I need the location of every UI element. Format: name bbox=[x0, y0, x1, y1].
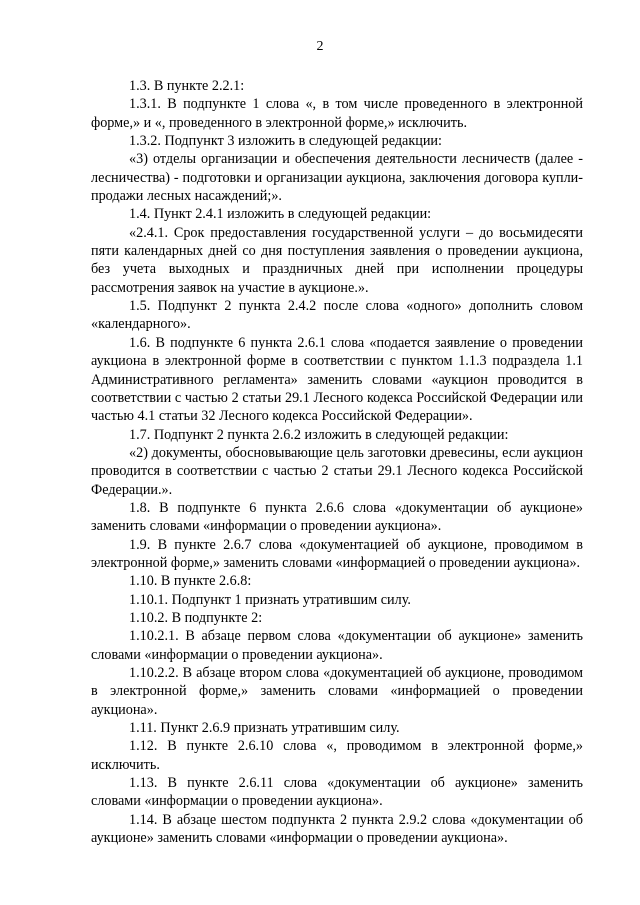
paragraph: 1.3.2. Подпункт 3 изложить в следующей редакции: bbox=[129, 133, 442, 150]
paragraph: 1.10.2. В подпункте 2: bbox=[129, 609, 263, 626]
paragraph: 1.4. Пункт 2.4.1 изложить в следующей редакции: bbox=[129, 206, 432, 223]
paragraph: 1.6. В подпункте 6 пункта 2.6.1 слова «подается заявление о проведении аукциона в электронной форме в соответствии с пунктом 1.1.3 подраздела 1.1 Административного регламента» заменить словами «аукцион проводится в соответствии с частью 2 статьи 29.1 Лесного кодекса Российской Федерации или частью 4.1 статьи 32 Лесного кодекса Российской Федерации». bbox=[91, 334, 583, 425]
paragraph: 1.8. В подпункте 6 пункта 2.6.6 слова «документации об аукционе» заменить словами «информации о проведении аукциона». bbox=[91, 499, 583, 535]
paragraph: 1.3. В пункте 2.2.1: bbox=[129, 78, 245, 94]
paragraph: 1.13. В пункте 2.6.11 слова «документации об аукционе» заменить словами «информации о проведении аукциона». bbox=[91, 775, 583, 810]
paragraph: 1.5. Подпункт 2 пункта 2.4.2 после слова «одного» дополнить словом «календарного». bbox=[91, 298, 583, 333]
paragraph: 1.7. Подпункт 2 пункта 2.6.2 изложить в следующей редакции: bbox=[129, 426, 509, 443]
paragraph: 1.9. В пункте 2.6.7 слова «документацией об аукционе, проводимом в электронной форме,» заменить словами «информацией о проведении аукциона». bbox=[91, 536, 583, 571]
paragraph: «3) отделы организации и обеспечения деятельности лесничеств (далее - лесничества) - подготовки и организации аукциона, заключения договора купли-продажи лесных насаждений;». bbox=[91, 151, 583, 205]
paragraph: 1.10. В пункте 2.6.8: bbox=[129, 573, 252, 590]
page-number: 2 bbox=[316, 39, 324, 54]
paragraph: «2) документы, обосновывающие цель заготовки древесины, если аукцион проводится в соответствии с частью 2 статьи 29.1 Лесного кодекса Российской Федерации.». bbox=[91, 444, 583, 498]
paragraph: 1.14. В абзаце шестом подпункта 2 пункта 2.9.2 слова «документации об аукционе» заменить словами «информации о проведении аукциона». bbox=[91, 811, 583, 847]
paragraph: 1.10.2.1. В абзаце первом слова «документации об аукционе» заменить словами «информации о проведении аукциона». bbox=[91, 628, 583, 663]
paragraph: «2.4.1. Срок предоставления государственной услуги – до восьмидесяти пяти календарных дней со дня поступления заявления о проведении аукциона, без учета выходных и праздничных дней при исполнении процедуры рассмотрения заявок на участие в аукционе.». bbox=[91, 224, 583, 296]
paragraph: 1.10.2.2. В абзаце втором слова «документацией об аукционе, проводимом в электронной форме,» заменить словами «информацией о проведении аукциона». bbox=[91, 665, 583, 718]
paragraph: 1.11. Пункт 2.6.9 признать утратившим силу. bbox=[129, 720, 400, 737]
paragraph: 1.3.1. В подпункте 1 слова «, в том числе проведенного в электронной форме,» и «, проведенного в электронной форме,» исключить. bbox=[91, 96, 583, 131]
paragraph: 1.12. В пункте 2.6.10 слова «, проводимом в электронной форме,» исключить. bbox=[91, 738, 583, 773]
paragraph: 1.10.1. Подпункт 1 признать утратившим силу. bbox=[129, 591, 411, 608]
document-body bbox=[91, 77, 583, 847]
